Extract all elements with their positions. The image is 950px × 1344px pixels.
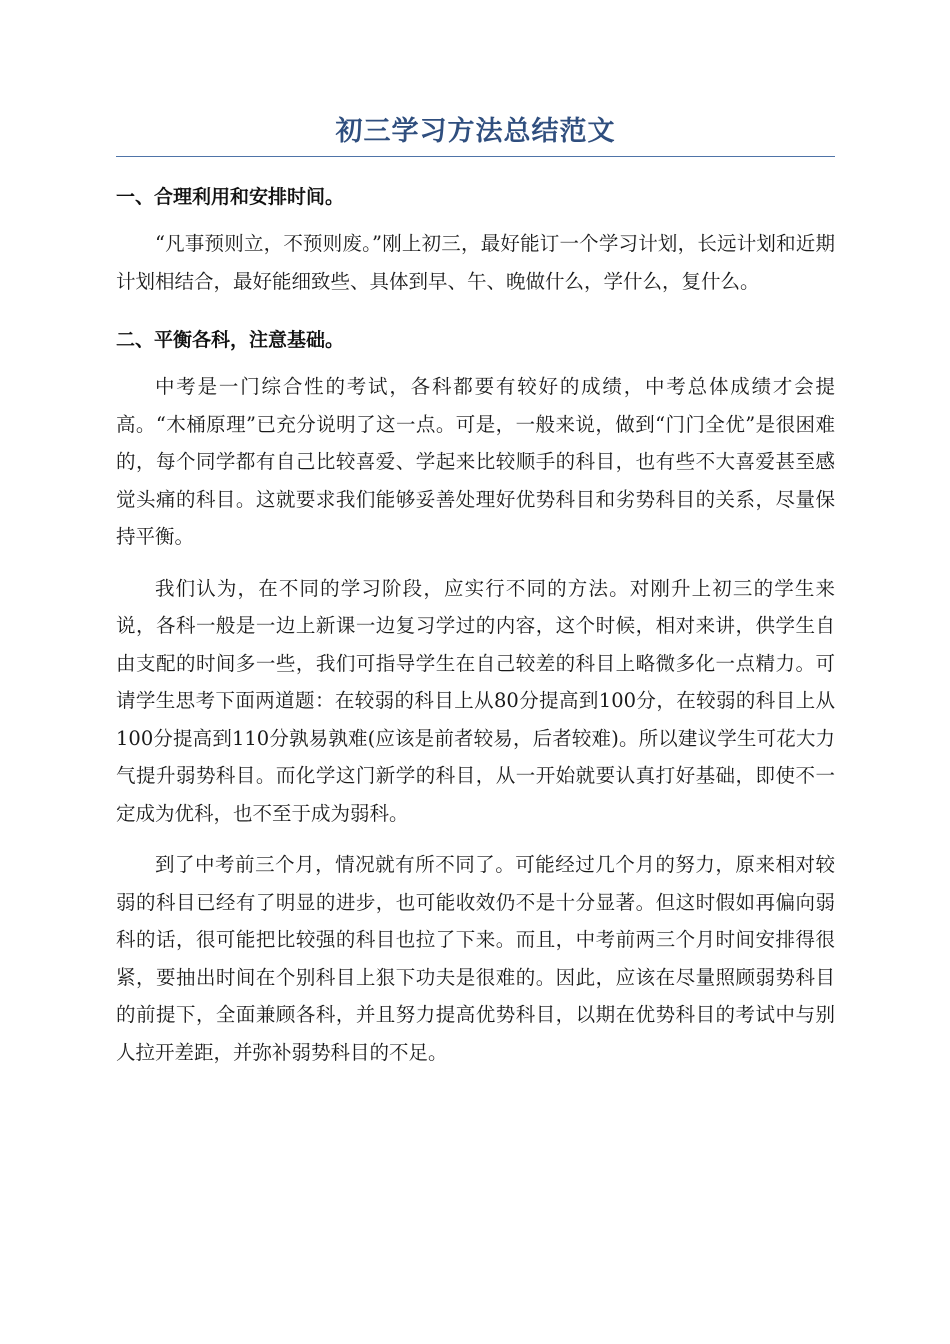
section-heading: 一、合理利用和安排时间。: [116, 186, 345, 208]
paragraph: 中考是一门综合性的考试，各科都要有较好的成绩，中考总体成绩才会提高。“木桶原理”已充分说明了这一点。可是，一般来说，做到“门门全优”是很困难的，每个同学都有自己比较喜爱、学起来比较顺手的科目，也有些不大喜爱甚至感觉头痛的科目。这就要求我们能够妥善处理好优势科目和劣势科目的关系，尽量保持平衡。: [116, 375, 835, 548]
paragraph: “凡事预则立，不预则废。”刚上初三，最好能订一个学习计划，长远计划和近期计划相结合，最好能细致些、具体到早、午、晚做什么，学什么，复什么。: [116, 232, 835, 293]
document-page: [116, 110, 835, 1071]
section-2: [116, 326, 835, 1071]
section-heading: 二、平衡各科，注意基础。: [116, 329, 345, 351]
title-underline: [116, 156, 835, 157]
document-title: 初三学习方法总结范文: [335, 116, 616, 147]
paragraph: 我们认为，在不同的学习阶段，应实行不同的方法。对刚升上初三的学生来说，各科一般是一边上新课一边复习学过的内容，这个时候，相对来讲，供学生自由支配的时间多一些，我们可指导学生在自己较差的科目上略微多化一点精力。可请学生思考下面两道题：在较弱的科目上从80分提高到100分，在较弱的科目上从100分提高到110分孰易孰难(应该是前者较易，后者较难)。所以建议学生可花大力气提升弱势科目。而化学这门新学的科目，从一开始就要认真打好基础，即使不一定成为优科，也不至于成为弱科。: [116, 576, 835, 825]
paragraph: 到了中考前三个月，情况就有所不同了。可能经过几个月的努力，原来相对较弱的科目已经有了明显的进步，也可能收效仍不是十分显著。但这时假如再偏向弱科的话，很可能把比较强的科目也拉了下来。而且，中考前两三个月时间安排得很紧，要抽出时间在个别科目上狠下功夫是很难的。因此，应该在尽量照顾弱势科目的前提下，全面兼顾各科，并且努力提高优势科目，以期在优势科目的考试中与别人拉开差距，并弥补弱势科目的不足。: [116, 853, 835, 1064]
section-1: [116, 183, 835, 300]
